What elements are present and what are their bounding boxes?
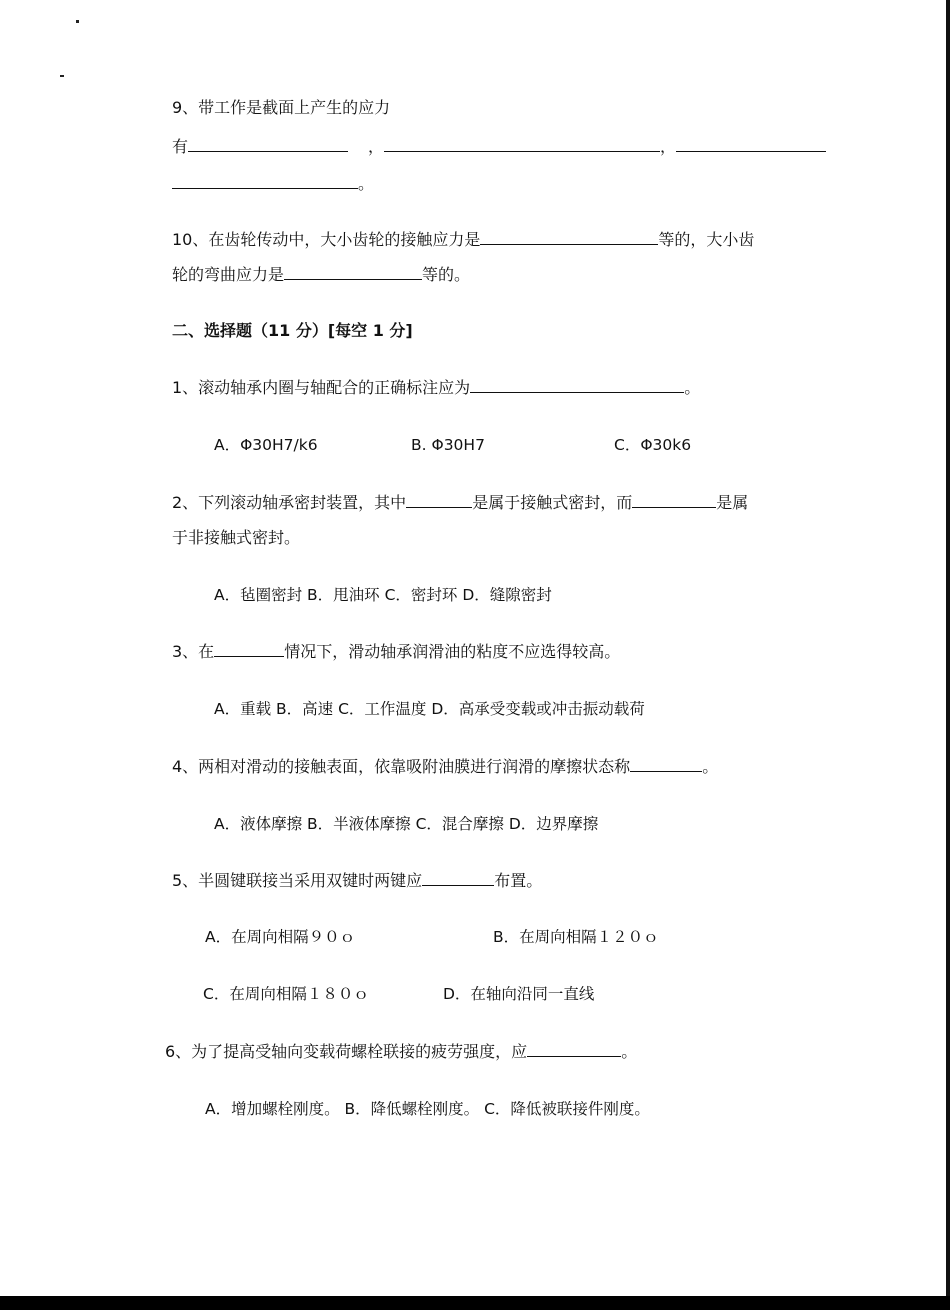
question-2-options: A．毡圈密封 B．甩油环 C．密封环 D．缝隙密封 [214,586,552,604]
scan-edge [0,1296,950,1310]
choice-question-2: 2、下列滚动轴承密封装置，其中 是属于接触式密封，而 是属 [172,493,749,512]
answer-blank[interactable] [630,757,702,772]
answer-blank[interactable] [676,137,826,152]
option-a: A．在周向相隔９０ｏ [205,928,356,946]
option-a: A．Φ30H7/k6 [214,436,318,454]
question-9-stem: 9、带工作是截面上产生的应力 [172,98,391,117]
answer-blank[interactable] [214,642,284,657]
answer-blank[interactable] [632,493,716,508]
answer-blank[interactable] [188,137,348,152]
answer-blank[interactable] [422,871,494,886]
choice-question-1: 1、滚动轴承内圈与轴配合的正确标注应为 。 [172,378,701,397]
choice-question-2-cont: 于非接触式密封。 [172,528,301,547]
question-3-options: A．重载 B．高速 C．工作温度 D．高承受变载或冲击振动载荷 [214,700,645,718]
question-10-stem-cont: 轮的弯曲应力是 等的。 [172,265,471,284]
scan-edge [946,0,950,1310]
choice-question-4: 4、两相对滑动的接触表面，依靠吸附油膜进行润滑的摩擦状态称 。 [172,757,719,776]
option-d: D．在轴向沿同一直线 [443,985,595,1003]
scan-speck [76,20,79,23]
option-b: B. Φ30H7 [411,436,485,454]
answer-blank[interactable] [470,378,684,393]
scan-speck [60,75,64,77]
question-4-options: A．液体摩擦 B．半液体摩擦 C．混合摩擦 D．边界摩擦 [214,815,599,833]
choice-question-6: 6、为了提高受轴向变载荷螺栓联接的疲劳强度，应 。 [165,1042,638,1061]
answer-blank[interactable] [480,230,658,245]
question-9-blanks: 有 ， ， [172,137,826,157]
answer-blank[interactable] [172,174,358,189]
choice-question-5: 5、半圆键联接当采用双键时两键应 布置。 [172,871,543,890]
option-c: C．Φ30k6 [614,436,692,454]
answer-blank[interactable] [527,1042,621,1057]
choice-question-3: 3、在 情况下，滑动轴承润滑油的粘度不应选得较高。 [172,642,621,661]
question-6-options: A．增加螺栓刚度。 B．降低螺栓刚度。 C．降低被联接件刚度。 [205,1100,650,1118]
answer-blank[interactable] [406,493,472,508]
option-b: B．在周向相隔１２０ｏ [493,928,659,946]
question-10-stem: 10、在齿轮传动中，大小齿轮的接触应力是 等的，大小齿 [172,230,755,249]
option-c: C．在周向相隔１８０ｏ [203,985,369,1003]
answer-blank[interactable] [384,137,660,152]
section-heading: 二、选择题（11 分）[每空 1 分] [172,321,413,340]
question-9-blanks-cont: 。 [172,174,374,194]
answer-blank[interactable] [284,265,422,280]
